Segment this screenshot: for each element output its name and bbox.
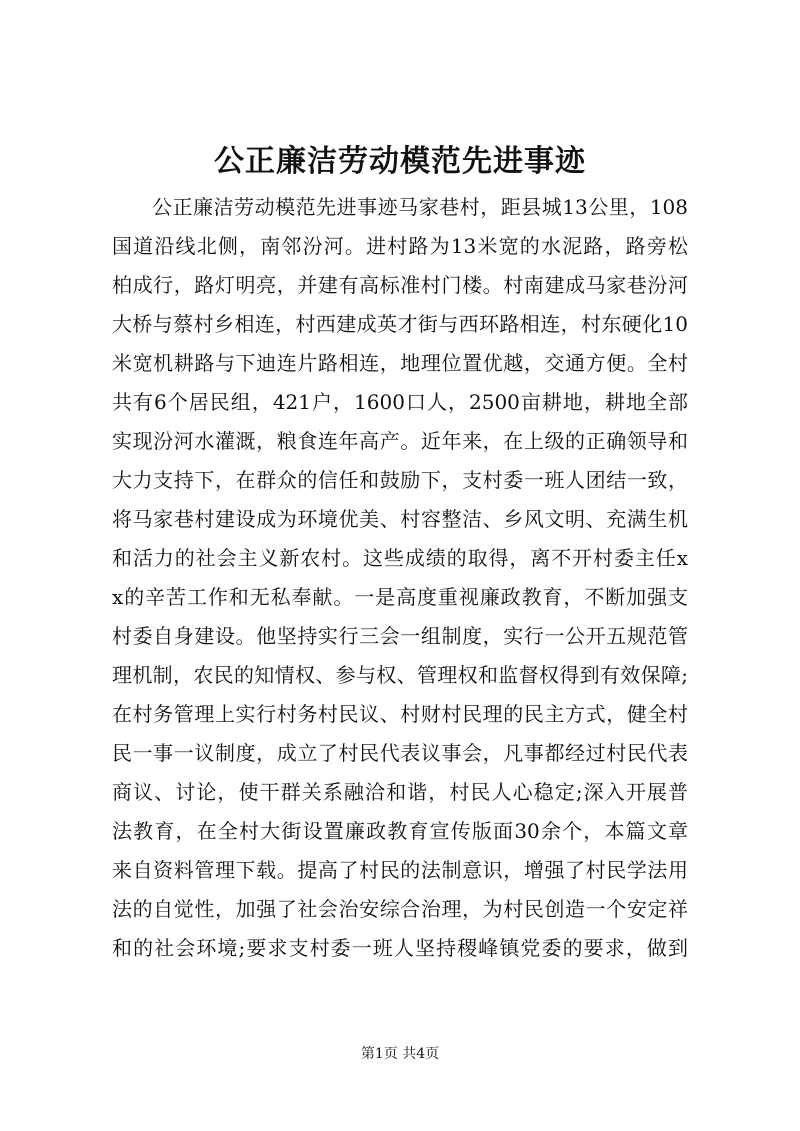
body-line: 和的社会环境;要求支村委一班人坚持稷峰镇党委的要求，做到 (112, 936, 688, 960)
body-line: 大桥与蔡村乡相连，村西建成英才街与西环路相连，村东硬化10 (112, 312, 688, 336)
body-line: 将马家巷村建设成为环境优美、村容整洁、乡风文明、充满生机 (112, 507, 688, 531)
body-line: 在村务管理上实行村务村民议、村财村民理的民主方式，健全村 (112, 702, 688, 726)
page-footer: 第1页 共4页 (360, 1046, 440, 1062)
body-line: 和活力的社会主义新农村。这些成绩的取得，离不开村委主任x (112, 546, 688, 570)
body-line: 来自资料管理下载。提高了村民的法制意识，增强了村民学法用 (112, 858, 688, 882)
document-body (112, 188, 688, 968)
body-line: 米宽机耕路与下迪连片路相连，地理位置优越，交通方便。全村 (112, 351, 688, 375)
body-line: 商议、讨论，使干群关系融洽和谐，村民人心稳定;深入开展普 (112, 780, 688, 804)
document-title: 公正廉洁劳动模范先进事迹 (214, 144, 586, 179)
body-line: 法的自觉性，加强了社会治安综合治理，为村民创造一个安定祥 (112, 897, 688, 921)
body-line: 国道沿线北侧，南邻汾河。进村路为13米宽的水泥路，路旁松 (112, 234, 688, 258)
body-line: 共有6个居民组，421户，1600口人，2500亩耕地，耕地全部 (112, 390, 688, 414)
body-line: 民一事一议制度，成立了村民代表议事会，凡事都经过村民代表 (112, 741, 688, 765)
body-line: 柏成行，路灯明亮，并建有高标准村门楼。村南建成马家巷汾河 (112, 273, 688, 297)
body-line: 大力支持下，在群众的信任和鼓励下，支村委一班人团结一致， (112, 468, 688, 492)
body-line: 法教育，在全村大街设置廉政教育宣传版面30余个，本篇文章 (112, 819, 688, 843)
body-line: 公正廉洁劳动模范先进事迹马家巷村，距县城13公里，108 (152, 195, 688, 219)
body-line: x的辛苦工作和无私奉献。一是高度重视廉政教育，不断加强支 (112, 585, 688, 609)
body-line: 理机制，农民的知情权、参与权、管理权和监督权得到有效保障; (112, 663, 688, 687)
body-line: 实现汾河水灌溉，粮食连年高产。近年来，在上级的正确领导和 (112, 429, 688, 453)
body-line: 村委自身建设。他坚持实行三会一组制度，实行一公开五规范管 (112, 624, 688, 648)
